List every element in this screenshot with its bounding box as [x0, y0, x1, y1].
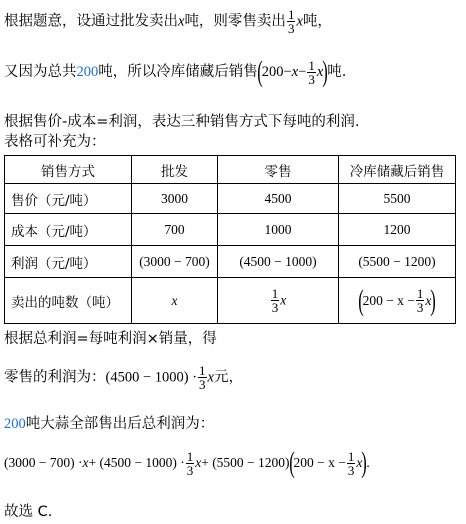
line-7	[4, 412, 214, 433]
frac-numerator: 1	[347, 448, 355, 464]
frac-denominator: 3	[287, 21, 295, 36]
line1-text-c: 吨，	[302, 13, 332, 30]
var-x: x	[195, 455, 202, 470]
line-4: 表格可补充为：	[4, 134, 106, 150]
right-paren: )	[322, 55, 328, 88]
line-2	[4, 55, 347, 88]
line1-text-a: 根据题意，设通过批发卖出	[4, 13, 178, 30]
frac-numerator: 1	[416, 286, 424, 301]
table-cell: 5500	[339, 184, 456, 214]
sales-table	[4, 155, 456, 324]
number-200: 200	[76, 64, 99, 80]
table-cell: 成本（元/吨）	[5, 214, 132, 246]
table-cell: (5500 − 1200)	[339, 246, 456, 278]
fraction-one-third	[307, 59, 316, 86]
line6-text-a: 零售的利润为：	[4, 369, 106, 386]
frac-numerator: 1	[186, 448, 194, 464]
table-cell: 3000	[132, 184, 218, 214]
period: .	[366, 455, 370, 470]
table-cell: 1200	[339, 214, 456, 246]
minus-sign: −	[298, 64, 307, 80]
var-x: x	[425, 292, 432, 308]
expr: + (5500 − 1200)	[201, 455, 290, 470]
table-header-cell: 冷库储藏后销售	[339, 156, 456, 184]
table-cell	[218, 278, 339, 324]
var-x: x	[316, 64, 324, 80]
table-row	[5, 184, 456, 214]
table-cell: (3000 − 700)	[132, 246, 218, 278]
expr: + (4500 − 1000) ·	[88, 455, 185, 470]
line1-text-b: 吨，则零售卖出	[184, 13, 286, 30]
frac-denominator: 3	[347, 462, 355, 478]
table-cell: 1000	[218, 214, 339, 246]
table-header-cell: 批发	[132, 156, 218, 184]
table-cell: 售价（元/吨）	[5, 184, 132, 214]
line2-text-a: 又因为总共	[4, 64, 77, 80]
table-row	[5, 214, 456, 246]
frac-numerator: 1	[271, 286, 279, 301]
frac-numerator: 1	[308, 57, 315, 73]
right-paren: )	[361, 446, 368, 479]
frac-numerator: 1	[199, 363, 206, 378]
fraction-one-third	[198, 364, 207, 391]
number-200: 200	[4, 416, 26, 432]
frac-denominator: 3	[199, 377, 206, 392]
expr-200: 200	[261, 64, 284, 80]
table-cell: 利润（元/吨）	[5, 246, 132, 278]
line-8-total-profit	[4, 446, 370, 479]
line-1	[4, 8, 332, 35]
line-5: 根据总利润=每吨利润×销量，得	[4, 331, 217, 347]
fraction-one-third	[347, 450, 356, 477]
table-cell	[339, 278, 456, 324]
var-x: x	[207, 369, 214, 386]
frac-denominator: 3	[186, 462, 194, 478]
left-paren: (	[357, 283, 364, 317]
frac-denominator: 3	[416, 300, 424, 315]
fraction-one-third	[271, 287, 280, 314]
table-cell: 700	[132, 214, 218, 246]
left-paren: (	[288, 446, 295, 479]
minus-sign: −	[283, 64, 292, 80]
expr: (4500 − 1000) ·	[105, 369, 198, 386]
table-cell: (4500 − 1000)	[218, 246, 339, 278]
table-header-cell: 销售方式	[5, 156, 132, 184]
var-x: x	[280, 292, 287, 308]
var-x: x	[291, 64, 299, 80]
table-row	[5, 278, 456, 324]
fraction-one-third	[186, 450, 195, 477]
left-paren: (	[257, 55, 263, 88]
line2-text-c: 吨.	[327, 64, 347, 80]
table-cell: x	[132, 278, 218, 324]
expr: 200 − x −	[362, 292, 415, 308]
table-cell: 4500	[218, 184, 339, 214]
frac-denominator: 3	[308, 71, 315, 87]
fraction-one-third	[287, 8, 296, 35]
frac-numerator: 1	[287, 7, 295, 22]
line-3: 根据售价-成本=利润，表达三种销售方式下每吨的利润.	[4, 114, 360, 130]
frac-denominator: 3	[271, 300, 279, 315]
table-header-row	[5, 156, 456, 184]
line6-text-b: 元，	[213, 369, 243, 386]
line7-text: 吨大蒜全部售出后总利润为：	[25, 416, 215, 432]
table-row	[5, 246, 456, 278]
fraction-one-third	[416, 287, 425, 314]
table-header-cell: 零售	[218, 156, 339, 184]
var-x: x	[356, 455, 363, 470]
expr: 200 − x −	[293, 455, 346, 470]
line2-text-b: 吨，所以冷库储藏后销售	[98, 64, 258, 80]
right-paren: )	[430, 283, 437, 317]
var-x: x	[296, 13, 303, 30]
var-x: x	[178, 13, 185, 30]
line-9-answer: 故选 C.	[4, 504, 53, 520]
var-x: x	[82, 455, 89, 470]
line-6	[4, 364, 243, 391]
table-cell: 卖出的吨数（吨）	[5, 278, 132, 324]
expr: (3000 − 700) ·	[4, 455, 83, 470]
